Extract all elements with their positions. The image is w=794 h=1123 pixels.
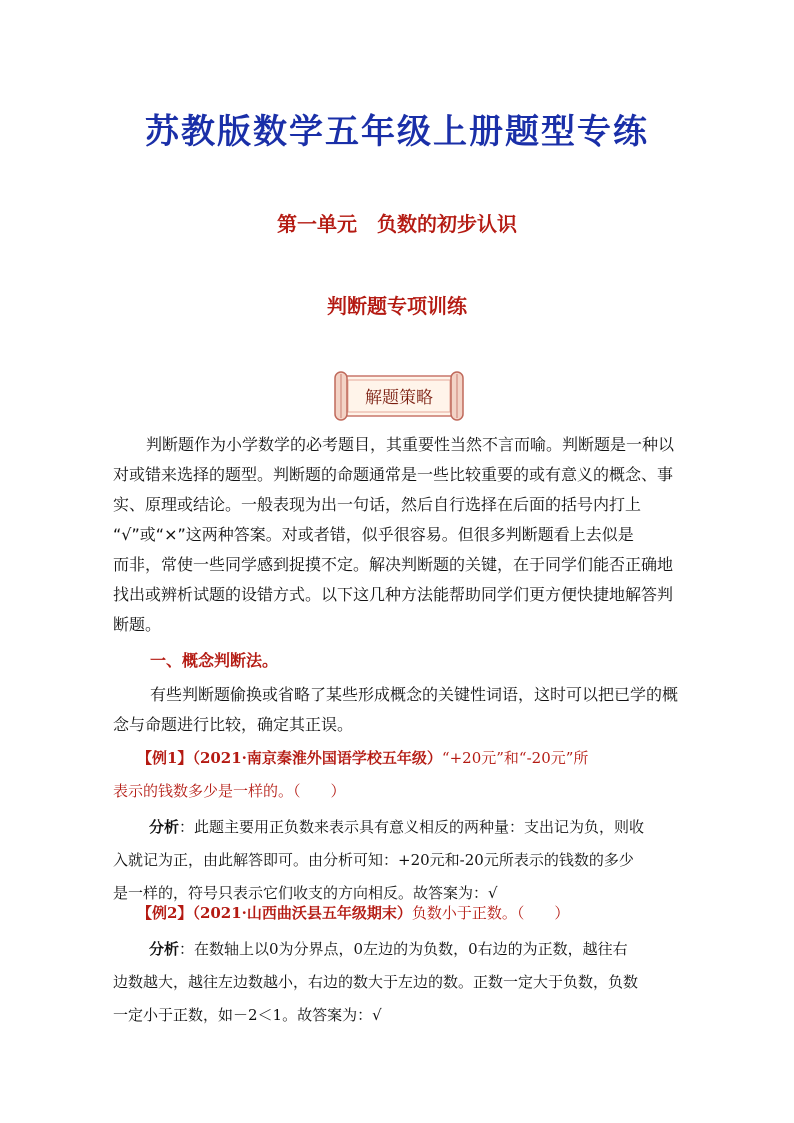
- analysis-text: ：此题主要用正负数来表示具有意义相反的两种量：支出记为负，则收: [179, 818, 645, 836]
- intro-line: 而非，常使一些同学感到捉摸不定。解决判断题的关键，在于同学们能否正确地: [113, 555, 674, 574]
- example-question: 负数小于正数。（ ）: [411, 904, 570, 922]
- intro-line: “√”或“×”这两种答案。对或者错，似乎很容易。但很多判断题看上去似是: [113, 525, 634, 544]
- example-2: [113, 897, 689, 1032]
- intro-line: 判断题作为小学数学的必考题目，其重要性当然不言而喻。判断题是一种以: [146, 435, 675, 454]
- analysis-text: ：在数轴上以0为分界点，0左边的为负数，0右边的为正数，越往右: [179, 940, 628, 958]
- method-paragraph: [113, 680, 689, 740]
- example-label: 【例1】: [137, 749, 193, 767]
- analysis-text: 入就记为正，由此解答即可。由分析可知：+20元和-20元所表示的钱数的多少: [113, 851, 634, 869]
- intro-line: 实、原理或结论。一般表现为出一句话，然后自行选择在后面的括号内打上: [113, 495, 642, 514]
- example-source: （2021·山西曲沃县五年级期末）: [192, 904, 412, 922]
- method-line: 念与命题进行比较，确定其正误。: [113, 715, 354, 734]
- analysis-text: 是一样的，符号只表示它们收支的方向相反。故答案为：√: [113, 884, 498, 902]
- method-line: 有些判断题偷换或省略了某些形成概念的关键性词语，这时可以把已学的概: [150, 685, 679, 704]
- section-heading: 判断题专项训练: [327, 294, 467, 318]
- unit-heading: 第一单元 负数的初步认识: [277, 212, 517, 236]
- example-label: 【例2】: [137, 904, 193, 922]
- analysis-text: 一定小于正数，如－2＜1。故答案为：√: [113, 1006, 382, 1024]
- intro-line: 对或错来选择的题型。判断题的命题通常是一些比较重要的或有意义的概念、事: [113, 465, 674, 484]
- analysis-label: 分析: [149, 940, 180, 958]
- example-source: （2021·南京秦淮外国语学校五年级）: [192, 749, 442, 767]
- example-question-cont: 表示的钱数多少是一样的。（ ）: [113, 782, 346, 800]
- example-1: [113, 742, 689, 910]
- document-title: 苏教版数学五年级上册题型专练: [145, 112, 649, 152]
- intro-line: 断题。: [113, 615, 162, 634]
- intro-line: 找出或辨析试题的设错方式。以下这几种方法能帮助同学们更方便快捷地解答判: [113, 585, 674, 604]
- strategy-badge: 解题策略: [365, 388, 433, 408]
- intro-paragraph: [113, 430, 689, 640]
- analysis-label: 分析: [149, 818, 180, 836]
- analysis-text: 边数越大，越往左边数越小，右边的数大于左边的数。正数一定大于负数，负数: [113, 973, 639, 991]
- example-question: “+20元”和“-20元”所: [441, 749, 589, 767]
- method-heading: 一、概念判断法。: [150, 651, 279, 670]
